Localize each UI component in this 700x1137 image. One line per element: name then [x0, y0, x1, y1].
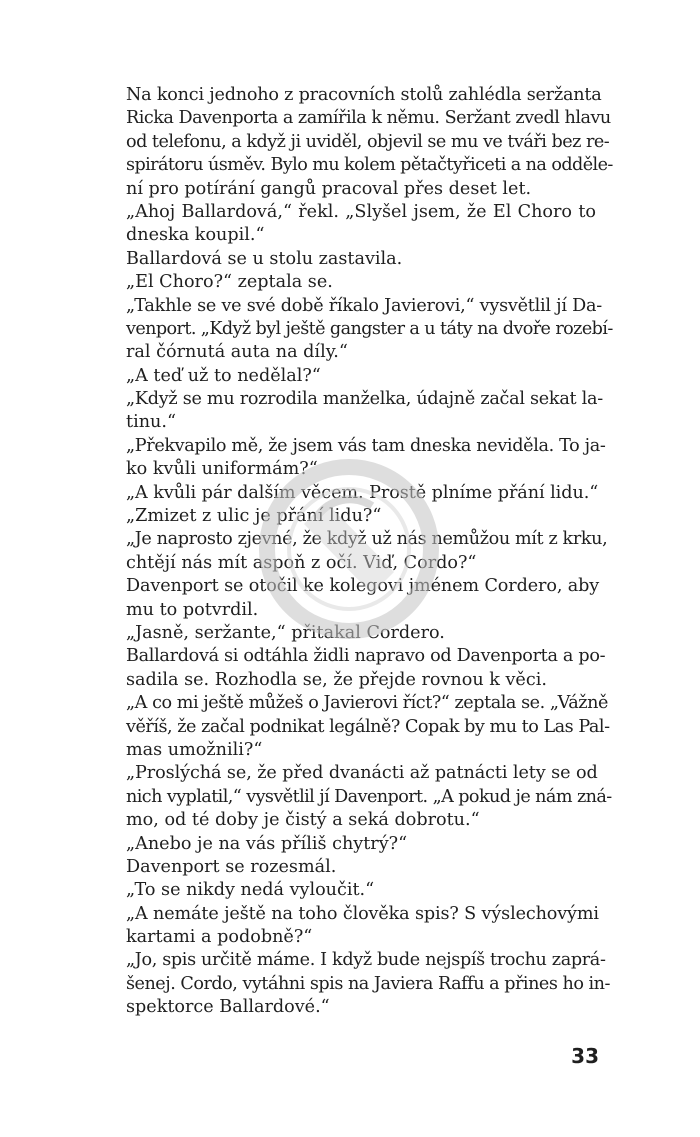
- text-line: sadila se. Rozhodla se, že přejde rovnou k věci.: [126, 669, 547, 690]
- text-line: Ricka Davenporta a zamířila k němu. Seržant zvedl hlavu: [126, 108, 611, 129]
- text-line: ní pro potírání gangů pracoval přes deset let.: [126, 178, 532, 199]
- text-line: „El Choro?“ zeptala se.: [126, 272, 333, 293]
- text-line: „Když se mu rozrodila manželka, údajně začal sekat la-: [126, 389, 603, 410]
- text-line: „A teď už to nedělal?“: [126, 365, 321, 386]
- text-line: spirátoru úsměv. Bylo mu kolem pětačtyřiceti a na odděle-: [126, 155, 613, 176]
- text-line: Davenport se otočil ke kolegovi jménem Cordero, aby: [126, 576, 600, 597]
- text-line: „Jo, spis určitě máme. I když bude nejspíš trochu zaprá-: [126, 950, 606, 971]
- text-line: dneska koupil.“: [126, 225, 265, 246]
- text-line: mo, od té doby je čistý a seká dobrotu.“: [126, 810, 480, 831]
- text-line: od telefonu, a když ji uviděl, objevil se mu ve tváři bez re-: [126, 131, 610, 152]
- text-line: „Je naprosto zjevné, že když už nás nemůžou mít z krku,: [126, 529, 608, 550]
- text-line: „Jasně, seržante,“ přitakal Cordero.: [126, 622, 445, 643]
- text-line: nich vyplatil,“ vysvětlil jí Davenport. „A pokud je nám zná-: [126, 786, 612, 807]
- text-line: spektorce Ballardové.“: [126, 997, 330, 1018]
- text-line: ral čórnutá auta na díly.“: [126, 342, 348, 363]
- text-line: „Zmizet z ulic je přání lidu?“: [126, 506, 382, 527]
- text-line: „Překvapilo mě, že jsem vás tam dneska neviděla. To ja-: [126, 435, 606, 456]
- text-line: „To se nikdy nedá vyloučit.“: [126, 880, 375, 901]
- page-number: 33: [571, 1044, 599, 1068]
- text-line: šenej. Cordo, vytáhni spis na Javiera Raffu a přines ho in-: [126, 973, 610, 994]
- text-line: chtějí nás mít aspoň z očí. Viď, Cordo?“: [126, 552, 477, 573]
- text-line: ko kvůli uniformám?“: [126, 459, 318, 480]
- text-line: věříš, že začal podnikat legálně? Copak by mu to Las Pal-: [126, 716, 610, 737]
- text-line: „A kvůli pár dalším věcem. Prostě plníme přání lidu.“: [126, 482, 599, 503]
- text-line: mas umožnili?“: [126, 739, 263, 760]
- body-text: [126, 84, 613, 1020]
- text-line: „Ahoj Ballardová,“ řekl. „Slyšel jsem, že El Choro to: [126, 201, 596, 222]
- text-line: mu to potvrdil.: [126, 599, 259, 620]
- text-line: venport. „Když byl ještě gangster a u táty na dvoře rozebí-: [126, 318, 613, 339]
- text-line: „Takhle se ve své době říkalo Javierovi,“ vysvětlil jí Da-: [126, 295, 602, 316]
- text-line: kartami a podobně?“: [126, 927, 313, 948]
- text-line: Na konci jednoho z pracovních stolů zahlédla seržanta: [126, 85, 602, 105]
- text-line: „Anebo je na vás příliš chytrý?“: [126, 833, 408, 854]
- text-line: Davenport se rozesmál.: [126, 856, 337, 877]
- text-line: „A co mi ještě můžeš o Javierovi říct?“ zeptala se. „Vážně: [126, 693, 608, 714]
- text-line: tinu.“: [126, 412, 176, 433]
- text-line: Ballardová si odtáhla židli napravo od Davenporta a po-: [126, 646, 606, 667]
- text-line: „Proslýchá se, že před dvanácti až patnácti lety se od: [126, 763, 598, 784]
- text-line: Ballardová se u stolu zastavila.: [126, 248, 403, 269]
- text-line: „A nemáte ještě na toho člověka spis? S výslechovými: [126, 903, 599, 924]
